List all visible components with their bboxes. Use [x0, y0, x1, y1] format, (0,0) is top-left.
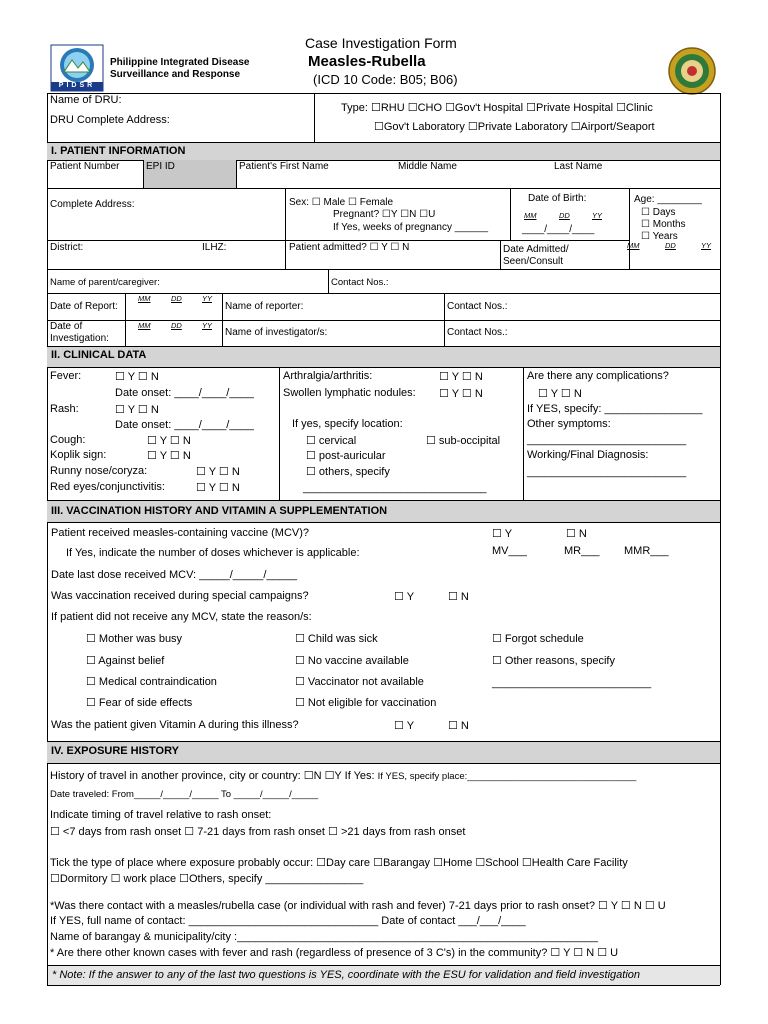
- swollen-label: Swollen lymphatic nodules:: [283, 387, 416, 399]
- runny-nose-label: Runny nose/coryza:: [50, 465, 148, 477]
- mcv-no[interactable]: ☐ N: [566, 528, 587, 540]
- reporter-contact-label: Contact Nos.:: [447, 301, 508, 312]
- invest-dd: DD: [171, 321, 182, 330]
- dru-type-row1[interactable]: Type: ☐RHU ☐CHO ☐Gov't Hospital ☐Private Hospital ☐Clinic: [341, 102, 653, 114]
- cough-label: Cough:: [50, 434, 86, 446]
- special-campaign-yes[interactable]: ☐ Y: [394, 591, 415, 603]
- runny-nose-options[interactable]: ☐ Y ☐ N: [196, 466, 240, 478]
- dob-yy: YY: [592, 211, 603, 220]
- fever-label: Fever:: [50, 370, 82, 382]
- invest-yy: YY: [202, 321, 213, 330]
- mcv-question: Patient received measles-containing vaccine (MCV)?: [51, 527, 310, 539]
- reason-medical[interactable]: ☐ Medical contraindication: [86, 676, 217, 688]
- koplik-label: Koplik sign:: [50, 449, 107, 461]
- age-field[interactable]: Age: ________: [634, 194, 702, 205]
- investigator-contact-label: Contact Nos.:: [447, 327, 508, 338]
- vitamin-a-yes[interactable]: ☐ Y: [394, 720, 415, 732]
- community-question[interactable]: * Are there other known cases with fever and rash (regardless of presence of 3 C's) in the community? ☐ Y ☐ N ☐ U: [50, 947, 619, 959]
- date-investigation-label2: Investigation:: [50, 333, 109, 344]
- vitamin-a-question: Was the patient given Vitamin A during this illness?: [51, 719, 299, 731]
- date-of-report-label: Date of Report:: [50, 301, 118, 312]
- fever-onset[interactable]: Date onset: ____/____/____: [115, 387, 254, 399]
- reason-not-eligible[interactable]: ☐ Not eligible for vaccination: [295, 697, 437, 709]
- place-question[interactable]: Tick the type of place where exposure probably occur: ☐Day care ☐Barangay ☐Home ☐School ☐Health Care Facility: [50, 857, 628, 869]
- mmr-field[interactable]: MMR___: [624, 545, 669, 557]
- place-question-row2[interactable]: ☐Dormitory ☐ work place ☐Others, specify ________________: [50, 873, 364, 885]
- section-title: III. VACCINATION HISTORY AND VITAMIN A SUPPLEMENTATION: [51, 505, 388, 517]
- patient-admitted-field[interactable]: Patient admitted? ☐ Y ☐ N: [289, 242, 410, 253]
- red-eyes-label: Red eyes/conjunctivitis:: [50, 481, 165, 493]
- vitamin-a-no[interactable]: ☐ N: [448, 720, 469, 732]
- contact-nos-label: Contact Nos.:: [331, 277, 389, 288]
- others-location-line[interactable]: ______________________________: [303, 482, 487, 494]
- rash-label: Rash:: [50, 403, 79, 415]
- reason-no-vaccine[interactable]: ☐ No vaccine available: [295, 655, 409, 667]
- reasons-question: If patient did not receive any MCV, state the reason/s:: [51, 611, 312, 623]
- admitted-mm: MM: [627, 241, 640, 250]
- cervical-checkbox[interactable]: ☐ cervical: [306, 435, 357, 447]
- date-admitted-label2: Seen/Consult: [503, 256, 564, 267]
- cough-options[interactable]: ☐ Y ☐ N: [147, 435, 191, 447]
- reason-against-belief[interactable]: ☐ Against belief: [86, 655, 165, 667]
- post-auricular-checkbox[interactable]: ☐ post-auricular: [306, 450, 386, 462]
- weeks-pregnancy-field[interactable]: If Yes, weeks of pregnancy ______: [333, 222, 489, 233]
- reason-fear[interactable]: ☐ Fear of side effects: [86, 697, 193, 709]
- name-of-reporter-label: Name of reporter:: [225, 301, 304, 312]
- complications-options[interactable]: ☐ Y ☐ N: [538, 388, 582, 400]
- patient-number-label: Patient Number: [50, 161, 120, 172]
- rash-onset[interactable]: Date onset: ____/____/____: [115, 419, 254, 431]
- age-years[interactable]: ☐ Years: [641, 231, 678, 242]
- timing-options[interactable]: ☐ <7 days from rash onset ☐ 7-21 days from rash onset ☐ >21 days from rash onset: [50, 826, 466, 838]
- red-eyes-options[interactable]: ☐ Y ☐ N: [196, 482, 240, 494]
- pregnant-field[interactable]: Pregnant? ☐Y ☐N ☐U: [333, 209, 436, 220]
- barangay-field[interactable]: Name of barangay & municipality/city :___________________________________________________________: [50, 931, 599, 943]
- mv-field[interactable]: MV___: [492, 545, 527, 557]
- arthralgia-options[interactable]: ☐ Y ☐ N: [439, 371, 483, 383]
- report-dd: DD: [171, 294, 182, 303]
- age-days[interactable]: ☐ Days: [641, 207, 676, 218]
- reason-child-sick[interactable]: ☐ Child was sick: [295, 633, 378, 645]
- middle-name-label: Middle Name: [398, 161, 457, 172]
- section-title: II. CLINICAL DATA: [51, 349, 147, 361]
- dob-label: Date of Birth:: [528, 193, 587, 204]
- org-name-line1: Philippine Integrated Disease: [110, 57, 250, 68]
- other-symptoms-line[interactable]: __________________________: [527, 434, 687, 446]
- doh-seal: [667, 46, 717, 96]
- special-campaign-question: Was vaccination received during special campaigns?: [51, 590, 309, 602]
- logo-text: PIDSR: [58, 82, 96, 89]
- special-campaign-no[interactable]: ☐ N: [448, 591, 469, 603]
- travel-question-text: History of travel in another province, city or country: ☐N ☐Y If Yes:: [50, 770, 378, 782]
- admitted-yy: YY: [701, 241, 712, 250]
- reason-vaccinator[interactable]: ☐ Vaccinator not available: [295, 676, 424, 688]
- dru-type-row2[interactable]: ☐Gov't Laboratory ☐Private Laboratory ☐Airport/Seaport: [374, 121, 655, 133]
- epi-id-label: EPI ID: [146, 161, 175, 172]
- name-investigator-label: Name of investigator/s:: [225, 327, 328, 338]
- ilhz-label: ILHZ:: [202, 242, 227, 253]
- invest-mm: MM: [138, 321, 151, 330]
- disease-title: Measles-Rubella: [308, 53, 426, 70]
- sex-field[interactable]: Sex: ☐ Male ☐ Female: [289, 197, 394, 208]
- footer-note: * Note: If the answer to any of the last two questions is YES, coordinate with the ESU for validation and field investigation: [52, 969, 641, 981]
- date-investigation-label1: Date of: [50, 321, 83, 332]
- dob-mm: MM: [524, 211, 537, 220]
- org-name-line2: Surveillance and Response: [110, 69, 241, 80]
- report-mm: MM: [138, 294, 151, 303]
- age-months[interactable]: ☐ Months: [641, 219, 686, 230]
- dob-dd: DD: [559, 211, 570, 220]
- complete-address-label: Complete Address:: [50, 199, 135, 210]
- koplik-options[interactable]: ☐ Y ☐ N: [147, 450, 191, 462]
- reason-mother-busy[interactable]: ☐ Mother was busy: [86, 633, 183, 645]
- reason-other[interactable]: ☐ Other reasons, specify: [492, 655, 615, 667]
- specify-location-label: If yes, specify location:: [292, 418, 403, 430]
- complications-label: Are there any complications?: [527, 370, 669, 382]
- last-dose-field[interactable]: Date last dose received MCV: _____/_____/_____: [51, 569, 298, 581]
- swollen-options[interactable]: ☐ Y ☐ N: [439, 388, 483, 400]
- parent-caregiver-label: Name of parent/caregiver:: [50, 277, 160, 288]
- travel-place-specify[interactable]: If YES, specify place:________________________________: [377, 771, 637, 782]
- section-title: I. PATIENT INFORMATION: [51, 145, 186, 157]
- timing-question: Indicate timing of travel relative to rash onset:: [50, 809, 272, 821]
- icd-code: (ICD 10 Code: B05; B06): [313, 72, 458, 87]
- complications-specify[interactable]: If YES, specify: ________________: [527, 403, 703, 415]
- section-exposure: [47, 741, 720, 764]
- date-admitted-label1: Date Admitted/: [503, 244, 569, 255]
- section-title: IV. EXPOSURE HISTORY: [51, 745, 179, 757]
- mr-field[interactable]: MR___: [564, 545, 600, 557]
- last-name-label: Last Name: [554, 161, 603, 172]
- district-label: District:: [50, 242, 84, 253]
- pidsr-logo: [50, 44, 104, 92]
- rash-options[interactable]: ☐ Y ☐ N: [115, 404, 159, 416]
- dob-field[interactable]: ____/____/____: [522, 224, 595, 235]
- other-symptoms-label: Other symptoms:: [527, 418, 611, 430]
- date-traveled-field[interactable]: Date traveled: From_____/_____/_____ To _____/_____/_____: [50, 789, 319, 800]
- others-location-checkbox[interactable]: ☐ others, specify: [306, 466, 390, 478]
- contact-name-field[interactable]: If YES, full name of contact: _______________________________ Date of contact ___/___/____: [50, 915, 526, 927]
- arthralgia-label: Arthralgia/arthritis:: [283, 370, 373, 382]
- sub-occipital-checkbox[interactable]: ☐ sub-occipital: [426, 435, 501, 447]
- section-vaccination: [47, 500, 720, 523]
- report-yy: YY: [202, 294, 213, 303]
- travel-question[interactable]: [50, 769, 636, 782]
- dru-address-label: DRU Complete Address:: [50, 114, 170, 126]
- mcv-yes[interactable]: ☐ Y: [492, 528, 513, 540]
- section-patient-info: [47, 142, 720, 161]
- section-clinical-data: [47, 346, 720, 368]
- first-name-label: Patient's First Name: [239, 161, 329, 172]
- admitted-dd: DD: [665, 241, 676, 250]
- working-diagnosis-label: Working/Final Diagnosis:: [527, 449, 649, 461]
- working-diagnosis-line[interactable]: __________________________: [527, 466, 687, 478]
- fever-options[interactable]: ☐ Y ☐ N: [115, 371, 159, 383]
- form-title: Case Investigation Form: [305, 35, 457, 51]
- reason-forgot[interactable]: ☐ Forgot schedule: [492, 633, 584, 645]
- reason-other-line[interactable]: __________________________: [492, 677, 652, 689]
- dru-name-label: Name of DRU:: [50, 94, 122, 106]
- contact-question[interactable]: *Was there contact with a measles/rubella case (or individual with rash and fever) 7-21 days prior to rash onset? ☐ Y ☐ N ☐ U: [50, 900, 666, 912]
- doses-question: If Yes, indicate the number of doses whichever is applicable:: [66, 547, 360, 559]
